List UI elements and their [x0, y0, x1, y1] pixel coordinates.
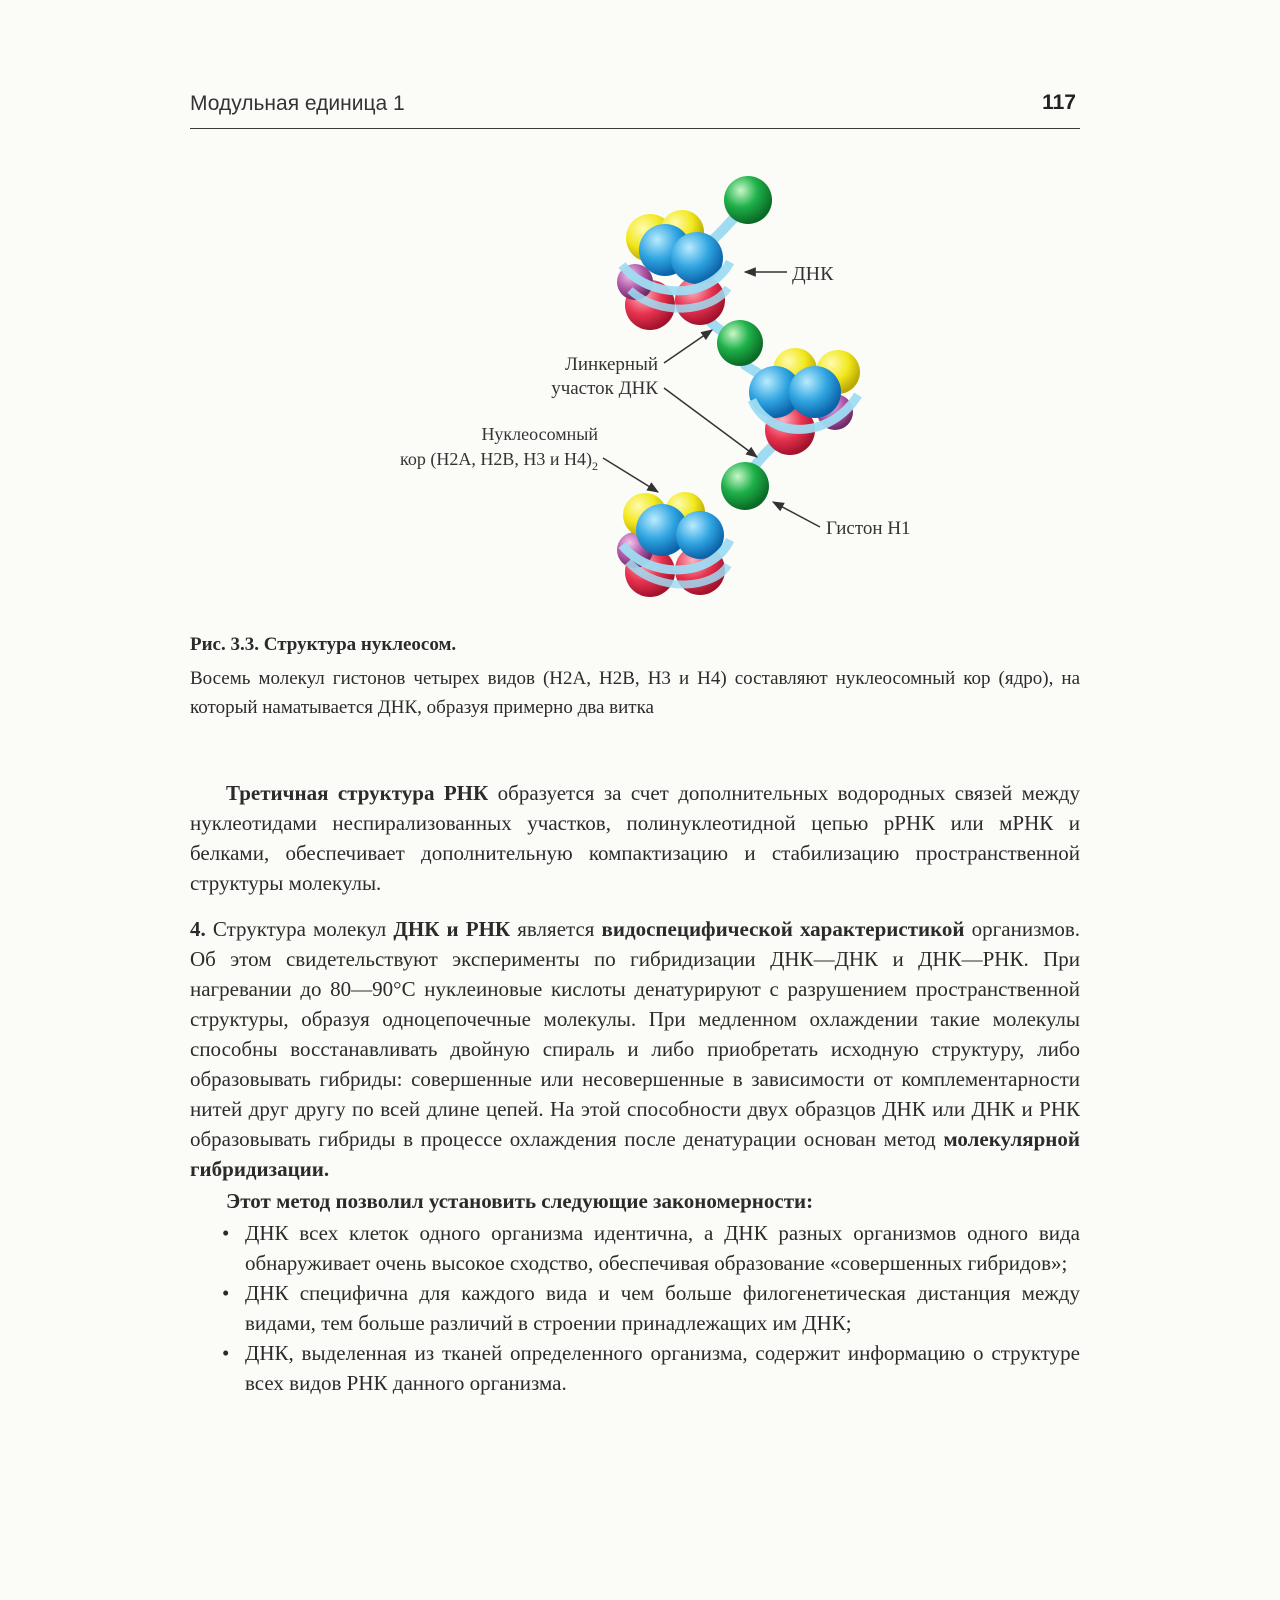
- list-item-text: ДНК всех клеток одного организма идентична, а ДНК разных организмов одного вида обнаруживает очень высокое сходство, обеспечивая образование «совершенных гибридов»;: [245, 1221, 1080, 1275]
- paragraph-4-text-b: является: [510, 917, 602, 941]
- core-arrow: [603, 458, 658, 492]
- paragraph-number: 4.: [190, 917, 206, 941]
- paragraph-4: [190, 914, 1080, 1184]
- list-item: [190, 1338, 1080, 1398]
- paragraph-tertiary-structure: [190, 778, 1080, 898]
- nucleosome-2: [749, 348, 860, 455]
- bullet-icon: •: [222, 1221, 230, 1245]
- paragraph-4-text-a: Структура молекул: [205, 917, 394, 941]
- nucleosome-figure: [0, 0, 1280, 620]
- histone-h1-ball-1: [724, 176, 772, 224]
- caption-text: Восемь молекул гистонов четырех видов (Н2А, Н2В, Н3 и Н4) составляют нуклеосомный кор (ядро), на который наматывается ДНК, образуя примерно два витка: [190, 668, 1080, 718]
- paragraph-4-text-c: организмов. Об этом свидетельствуют эксперименты по гибридизации ДНК—ДНК и ДНК—РНК. При нагревании до 80—90°С нуклеиновые кислоты денатурируют с разрушением пространственной структуры, образуя одноцепочечные молекулы. При медленном охлаждении такие молекулы способны восстанавливать двойную спираль и либо приобретать исходную структуру, либо образовывать гибриды: совершенные или несовершенные в зависимости от комплементарности нитей друг другу по всей длине цепей. На этой способности двух образцов ДНК или ДНК и РНК образовывать гибриды в процессе охлаждения после денатурации основан метод: [190, 917, 1081, 1151]
- core-label-line2: кор (Н2А, Н2В, Н3 и Н4): [400, 449, 592, 469]
- linker-label-line2: участок ДНК: [551, 378, 658, 399]
- bullet-icon: •: [222, 1281, 230, 1305]
- bullet-icon: •: [222, 1341, 230, 1365]
- histone-arrow: [773, 502, 820, 527]
- term-dna-rna: ДНК и РНК: [393, 917, 511, 941]
- regularities-list: [190, 1218, 1080, 1398]
- histone-h1-ball-3: [721, 462, 769, 510]
- list-item-text: ДНК, выделенная из тканей определенного организма, содержит информацию о структуре всех видов РНК данного организма.: [245, 1341, 1080, 1395]
- page-number: 117: [1042, 91, 1076, 114]
- histone-label: Гистон Н1: [826, 518, 911, 539]
- list-item: [190, 1278, 1080, 1338]
- term-species-specific: видоспецифической характеристикой: [601, 917, 965, 941]
- figure-caption: [190, 634, 1080, 722]
- caption-title: Рис. 3.3. Структура нуклеосом.: [190, 634, 457, 655]
- paragraph-1-text: образуется за счет дополнительных водородных связей между нуклеотидами неспирализованных участков, полинуклеотидной цепью рРНК или мРНК и белками, обеспечивает дополнительную компактизацию и стабилизацию пространственной структуры молекулы.: [190, 781, 1080, 895]
- dna-label: ДНК: [792, 263, 834, 285]
- list-item: [190, 1218, 1080, 1278]
- nucleosome-3: [617, 492, 730, 597]
- core-label-subscript: 2: [592, 459, 598, 473]
- section-title: Модульная единица 1: [190, 92, 405, 115]
- linker-label-line1: Линкерный: [564, 354, 658, 375]
- core-label-line2-group: [400, 449, 598, 473]
- term-molecular-hybridization: молекулярной гибридизации.: [190, 1127, 1080, 1181]
- term-tertiary-rna: Третичная структура РНК: [226, 781, 489, 805]
- list-intro: Этот метод позволил установить следующие закономерности:: [226, 1189, 814, 1213]
- body-text: [190, 778, 1080, 1398]
- linker-arrow-1: [664, 330, 712, 363]
- histone-h1-ball-2: [717, 320, 763, 366]
- core-label-line1: Нуклеосомный: [481, 424, 598, 444]
- linker-arrow-2: [664, 388, 757, 457]
- nucleosome-1: [617, 210, 730, 330]
- list-item-text: ДНК специфична для каждого вида и чем больше филогенетическая дистанция между видами, тем больше различий в строении принадлежащих им ДНК;: [245, 1281, 1080, 1335]
